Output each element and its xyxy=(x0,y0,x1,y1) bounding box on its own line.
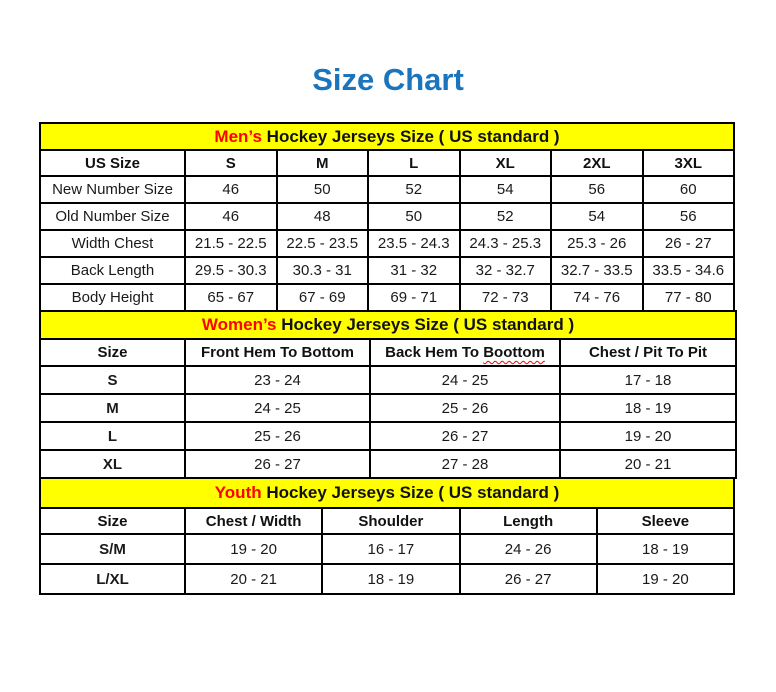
column-header: 3XL xyxy=(643,150,735,176)
size-value-cell: 22.5 - 23.5 xyxy=(277,230,369,257)
row-label: XL xyxy=(40,450,185,478)
size-value-cell: 24 - 25 xyxy=(185,394,370,422)
section-banner-row xyxy=(40,478,734,508)
size-value-cell: 48 xyxy=(277,203,369,230)
table-row xyxy=(40,534,734,564)
size-value-cell: 46 xyxy=(185,203,277,230)
size-value-cell: 17 - 18 xyxy=(560,366,736,394)
size-value-cell: 54 xyxy=(460,176,552,203)
size-value-cell: 69 - 71 xyxy=(368,284,460,311)
size-value-cell: 26 - 27 xyxy=(185,450,370,478)
misspelled-word: Boottom xyxy=(483,344,545,361)
size-value-cell: 74 - 76 xyxy=(551,284,643,311)
row-label: New Number Size xyxy=(40,176,185,203)
size-value-cell: 21.5 - 22.5 xyxy=(185,230,277,257)
column-header: XL xyxy=(460,150,552,176)
table-row xyxy=(40,284,734,311)
row-label: L/XL xyxy=(40,564,185,594)
size-value-cell: 72 - 73 xyxy=(460,284,552,311)
banner-title-text: Hockey Jerseys Size ( US standard ) xyxy=(276,315,575,334)
table-row xyxy=(40,366,736,394)
size-value-cell: 25 - 26 xyxy=(370,394,560,422)
header-row xyxy=(40,150,734,176)
table-row xyxy=(40,257,734,284)
size-value-cell: 24 - 25 xyxy=(370,366,560,394)
table-row xyxy=(40,564,734,594)
column-header: M xyxy=(277,150,369,176)
size-tables-container xyxy=(39,122,735,595)
column-header: Chest / Pit To Pit xyxy=(560,339,736,366)
size-value-cell: 24.3 - 25.3 xyxy=(460,230,552,257)
size-value-cell: 32.7 - 33.5 xyxy=(551,257,643,284)
banner-category-label: Men’s xyxy=(214,126,262,146)
size-value-cell: 31 - 32 xyxy=(368,257,460,284)
size-value-cell: 52 xyxy=(460,203,552,230)
size-value-cell: 60 xyxy=(643,176,735,203)
size-value-cell: 25.3 - 26 xyxy=(551,230,643,257)
row-label: M xyxy=(40,394,185,422)
page-title: Size Chart xyxy=(312,62,464,97)
size-value-cell: 65 - 67 xyxy=(185,284,277,311)
table-row xyxy=(40,203,734,230)
column-header: US Size xyxy=(40,150,185,176)
size-value-cell: 19 - 20 xyxy=(597,564,734,594)
section-banner-row xyxy=(40,123,734,150)
size-value-cell: 32 - 32.7 xyxy=(460,257,552,284)
banner-title-text: Hockey Jerseys Size ( US standard ) xyxy=(261,483,560,502)
size-value-cell: 29.5 - 30.3 xyxy=(185,257,277,284)
size-value-cell: 33.5 - 34.6 xyxy=(643,257,735,284)
size-value-cell: 26 - 27 xyxy=(460,564,597,594)
size-value-cell: 19 - 20 xyxy=(560,422,736,450)
column-header: Length xyxy=(460,508,597,534)
column-header: Size xyxy=(40,339,185,366)
section-banner xyxy=(40,311,736,339)
size-value-cell: 56 xyxy=(643,203,735,230)
size-value-cell: 18 - 19 xyxy=(597,534,734,564)
table-row xyxy=(40,176,734,203)
size-value-cell: 26 - 27 xyxy=(643,230,735,257)
mens-size-table xyxy=(39,122,735,312)
size-value-cell: 20 - 21 xyxy=(185,564,322,594)
banner-category-label: Youth xyxy=(214,483,262,502)
size-value-cell: 46 xyxy=(185,176,277,203)
table-row xyxy=(40,394,736,422)
size-value-cell: 18 - 19 xyxy=(322,564,459,594)
size-value-cell: 27 - 28 xyxy=(370,450,560,478)
banner-title-text: Hockey Jerseys Size ( US standard ) xyxy=(261,126,560,146)
youth-size-table xyxy=(39,477,735,595)
size-value-cell: 19 - 20 xyxy=(185,534,322,564)
size-value-cell: 50 xyxy=(277,176,369,203)
size-value-cell: 50 xyxy=(368,203,460,230)
section-banner xyxy=(40,478,734,508)
column-header: 2XL xyxy=(551,150,643,176)
table-row xyxy=(40,422,736,450)
column-header: Sleeve xyxy=(597,508,734,534)
row-label: S xyxy=(40,366,185,394)
size-value-cell: 54 xyxy=(551,203,643,230)
header-row xyxy=(40,339,736,366)
size-value-cell: 20 - 21 xyxy=(560,450,736,478)
column-header: Chest / Width xyxy=(185,508,322,534)
row-label: Body Height xyxy=(40,284,185,311)
size-value-cell: 67 - 69 xyxy=(277,284,369,311)
size-value-cell: 26 - 27 xyxy=(370,422,560,450)
section-banner-row xyxy=(40,311,736,339)
row-label: Old Number Size xyxy=(40,203,185,230)
column-header: Back Hem To Boottom xyxy=(370,339,560,366)
size-value-cell: 24 - 26 xyxy=(460,534,597,564)
column-header: Shoulder xyxy=(322,508,459,534)
row-label: Back Length xyxy=(40,257,185,284)
size-value-cell: 16 - 17 xyxy=(322,534,459,564)
row-label: Width Chest xyxy=(40,230,185,257)
size-value-cell: 23.5 - 24.3 xyxy=(368,230,460,257)
size-value-cell: 56 xyxy=(551,176,643,203)
column-header: Size xyxy=(40,508,185,534)
banner-category-label: Women’s xyxy=(201,315,277,334)
row-label: S/M xyxy=(40,534,185,564)
size-value-cell: 52 xyxy=(368,176,460,203)
size-value-cell: 77 - 80 xyxy=(643,284,735,311)
table-row xyxy=(40,450,736,478)
column-header: L xyxy=(368,150,460,176)
size-value-cell: 30.3 - 31 xyxy=(277,257,369,284)
column-header: Front Hem To Bottom xyxy=(185,339,370,366)
section-banner xyxy=(40,123,734,150)
table-row xyxy=(40,230,734,257)
size-value-cell: 25 - 26 xyxy=(185,422,370,450)
row-label: L xyxy=(40,422,185,450)
size-value-cell: 18 - 19 xyxy=(560,394,736,422)
womens-size-table xyxy=(39,310,737,479)
header-row xyxy=(40,508,734,534)
size-value-cell: 23 - 24 xyxy=(185,366,370,394)
column-header: S xyxy=(185,150,277,176)
